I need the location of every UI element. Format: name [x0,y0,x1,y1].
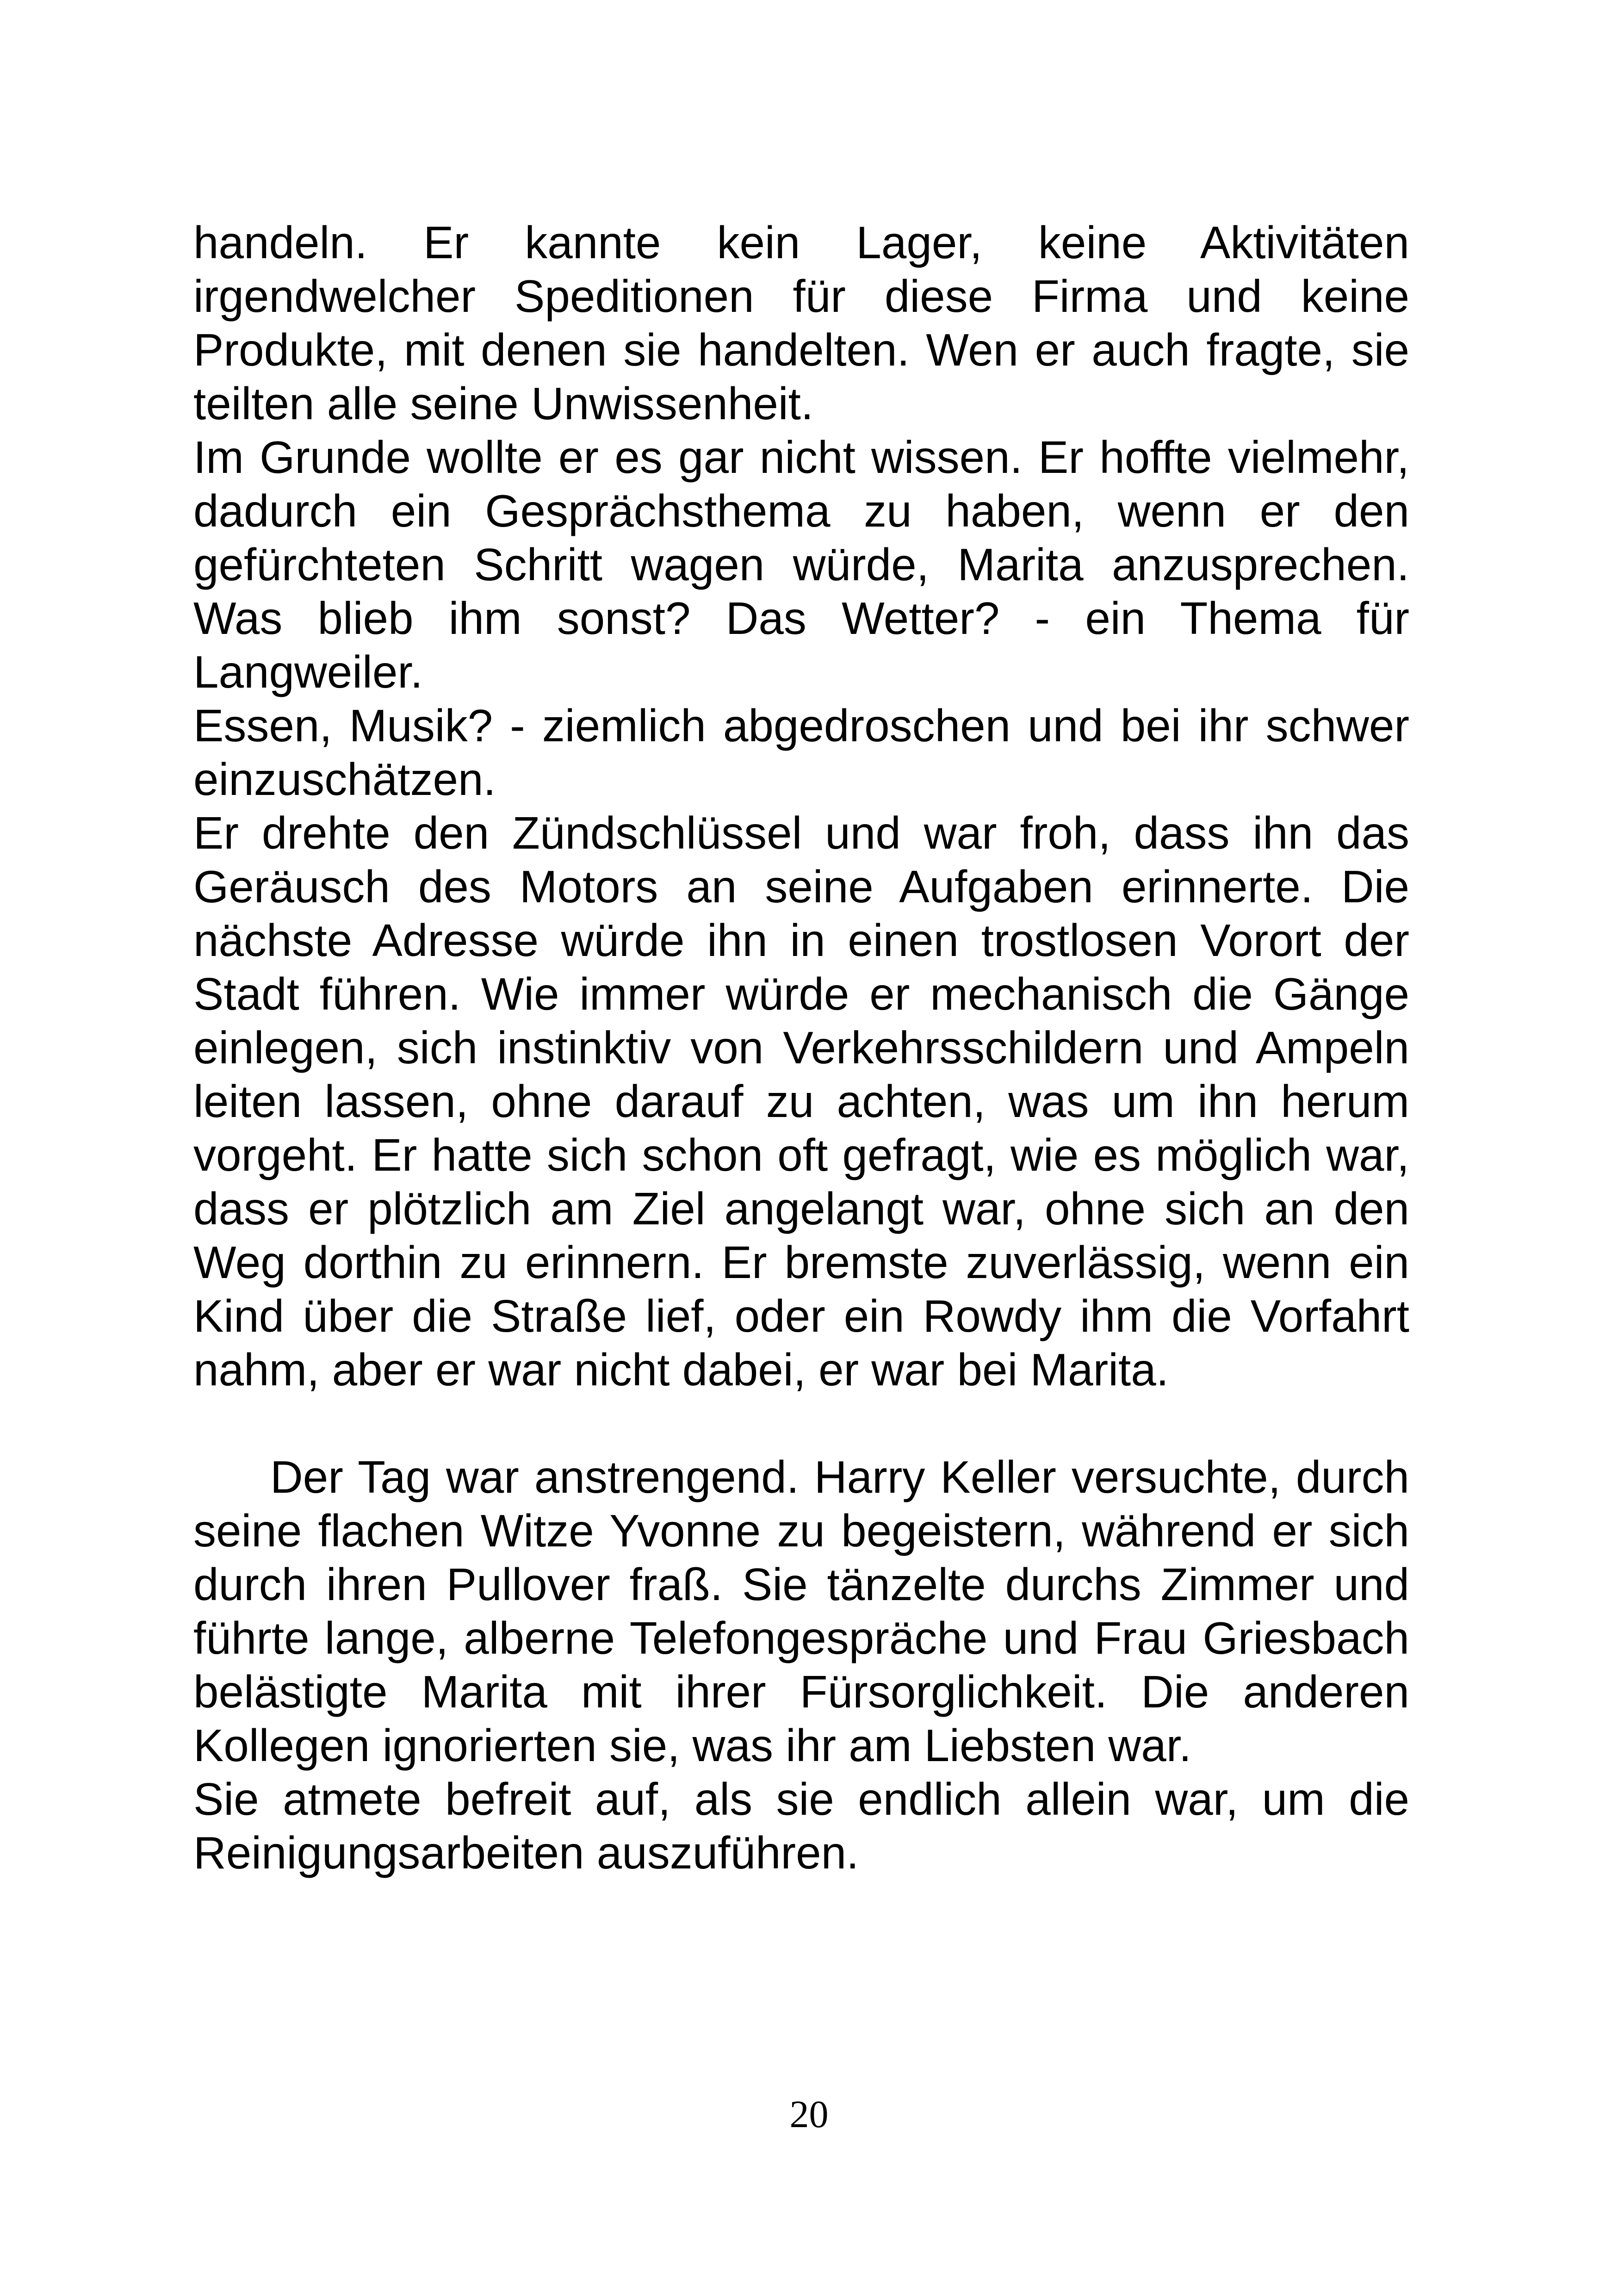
paragraph-4: Er drehte den Zündschlüssel und war froh, dass ihn das Geräusch des Motors an seine Aufgaben erinnerte. Die nächste Adresse würde ihn in einen trostlosen Vorort der Stadt führen. Wie immer würde er mechanisch die Gänge einlegen, sich instinktiv von Verkehrsschildern und Ampeln leiten lassen, ohne darauf zu achten, was um ihn herum vorgeht. Er hatte sich schon oft gefragt, wie es möglich war, dass er plötzlich am Ziel angelangt war, ohne sich an den Weg dorthin zu erinnern. Er bremste zuverlässig, wenn ein Kind über die Straße lief, oder ein Rowdy ihm die Vorfahrt nahm, aber er war nicht dabei, er war bei Marita. [193,807,1409,1395]
paragraph-1: handeln. Er kannte kein Lager, keine Aktivitäten irgendwelcher Speditionen für diese Firma und keine Produkte, mit denen sie handelten. Wen er auch fragte, sie teilten alle seine Unwissenheit. [193,217,1409,429]
paragraph-2: Im Grunde wollte er es gar nicht wissen. Er hoffte vielmehr, dadurch ein Gesprächsthema zu haben, wenn er den gefürchteten Schritt wagen würde, Marita anzusprechen. Was blieb ihm sonst? Das Wetter? - ein Thema für Langweiler. [193,432,1409,697]
paragraph-5: Der Tag war anstrengend. Harry Keller versuchte, durch seine flachen Witze Yvonne zu begeistern, während er sich durch ihren Pullover fraß. Sie tänzelte durchs Zimmer und führte lange, alberne Telefongespräche und Frau Griesbach belästigte Marita mit ihrer Fürsorglichkeit. Die anderen Kollegen ignorierten sie, was ihr am Liebsten war. [193,1452,1409,1771]
paragraph-3: Essen, Musik? - ziemlich abgedroschen und bei ihr schwer einzuschätzen. [193,700,1409,805]
page-number: 20 [789,2093,829,2136]
body-text [193,216,1409,1880]
paragraph-6: Sie atmete befreit auf, als sie endlich allein war, um die Reinigungsarbeiten auszuführen. [193,1774,1409,1878]
paragraph-gap [193,1396,1409,1450]
